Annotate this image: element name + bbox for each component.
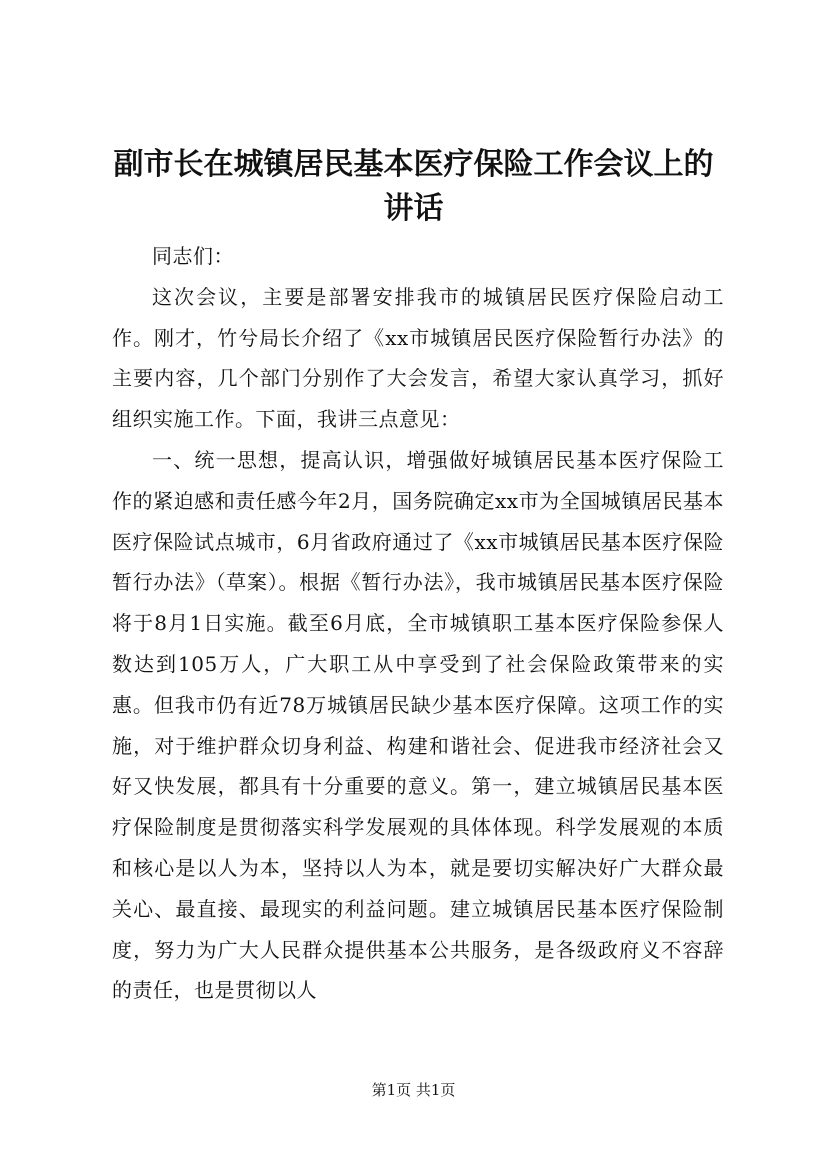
page-footer: 第1页 共1页 — [371, 1081, 456, 1099]
paragraph-1: 这次会议，主要是部署安排我市的城镇居民医疗保险启动工作。刚才，竹兮局长介绍了《xx市城镇居民医疗保险暂行办法》的主要内容，几个部门分别作了大会发言，希望大家认真学习，抓好组织实施工作。下面，我讲三点意见： — [112, 284, 724, 432]
document-body — [112, 236, 724, 1011]
salutation: 同志们： — [152, 244, 234, 268]
document-title: 副市长在城镇居民基本医疗保险工作会议上的讲话 — [113, 147, 714, 226]
paragraph-2: 一、统一思想，提高认识，增强做好城镇居民基本医疗保险工作的紧迫感和责任感今年2月，国务院确定xx市为全国城镇居民基本医疗保险试点城市，6月省政府通过了《xx市城镇居民基本医疗保险暂行办法》（草案）。根据《暂行办法》，我市城镇居民基本医疗保险将于8月1日实施。截至6月底，全市城镇职工基本医疗保险参保人数达到105万人，广大职工从中享受到了社会保险政策带来的实惠。但我市仍有近78万城镇居民缺少基本医疗保障。这项工作的实施，对于维护群众切身利益、构建和谐社会、促进我市经济社会又好又快发展，都具有十分重要的意义。第一，建立城镇居民基本医疗保险制度是贯彻落实科学发展观的具体体现。科学发展观的本质和核心是以人为本，坚持以人为本，就是要切实解决好广大群众最关心、最直接、最现实的利益问题。建立城镇居民基本医疗保险制度，努力为广大人民群众提供基本公共服务，是各级政府义不容辞的责任，也是贯彻以人 — [112, 447, 724, 1003]
